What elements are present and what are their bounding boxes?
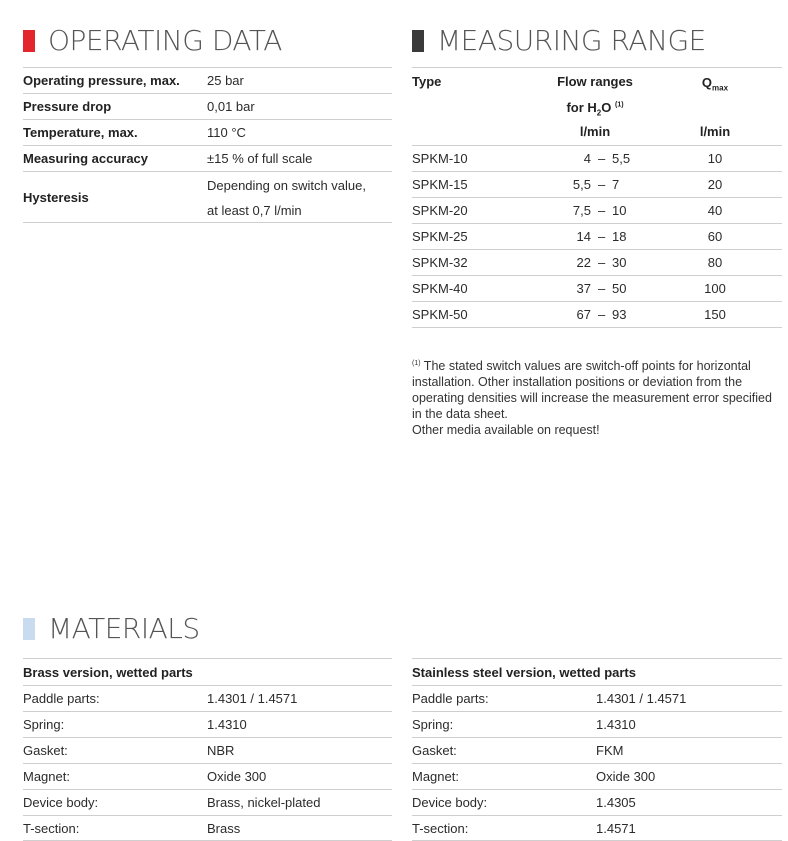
divider — [23, 685, 392, 686]
table-row-flow-dash: – — [598, 151, 606, 166]
table-row-qmax: 10 — [707, 151, 723, 166]
divider — [412, 711, 782, 712]
table-row-label: Paddle parts: — [23, 691, 100, 706]
table-row-flow-to: 18 — [612, 229, 627, 244]
pressure-drop-value: 0,01 bar — [207, 99, 255, 114]
dark-accent-bar — [412, 30, 424, 52]
operating-pressure-label: Operating pressure, max. — [23, 73, 180, 88]
divider — [412, 223, 782, 224]
table-row-flow-to: 10 — [612, 203, 627, 218]
divider — [412, 171, 782, 172]
table-row-flow-dash: – — [598, 307, 606, 322]
table-row-type: SPKM-10 — [412, 151, 468, 166]
table-row-flow-to: 50 — [612, 281, 627, 296]
table-row-label: Device body: — [412, 795, 488, 810]
hysteresis-label: Hysteresis — [23, 190, 89, 205]
table-row-value: Oxide 300 — [207, 769, 267, 784]
table-row-value: 1.4301 / 1.4571 — [207, 691, 298, 706]
materials-title: MATERIALS — [48, 612, 200, 645]
hysteresis-value-line1: Depending on switch value, — [207, 178, 366, 193]
table-row-flow-dash: – — [598, 203, 606, 218]
table-row-flow-to: 93 — [612, 307, 627, 322]
table-row-type: SPKM-15 — [412, 177, 468, 192]
materials-heading — [23, 612, 200, 646]
column-header-type: Type — [412, 74, 442, 89]
divider — [23, 815, 392, 816]
operating-data-heading — [23, 24, 282, 58]
divider — [23, 93, 392, 94]
divider — [412, 658, 782, 659]
divider — [23, 737, 392, 738]
divider — [412, 249, 782, 250]
table-row-value: 1.4310 — [207, 717, 247, 732]
table-row-flow-to: 5,5 — [612, 151, 631, 166]
table-row-value: FKM — [596, 743, 624, 758]
divider — [23, 763, 392, 764]
table-row-flow-to: 7 — [612, 177, 620, 192]
divider — [23, 119, 392, 120]
divider — [412, 67, 782, 68]
footnote-line: in the data sheet. — [412, 407, 508, 421]
table-row-value: 1.4301 / 1.4571 — [596, 691, 687, 706]
table-row-flow-from: 22 — [576, 255, 591, 270]
footnote-line: installation. Other installation positions or deviation from the — [412, 375, 743, 389]
divider — [412, 301, 782, 302]
table-row-qmax: 100 — [704, 281, 726, 296]
table-row-label: Spring: — [412, 717, 454, 732]
table-row-flow-dash: – — [598, 255, 606, 270]
table-row-label: T-section: — [412, 821, 469, 836]
column-unit-flow: l/min — [579, 124, 611, 139]
table-row-flow-dash: – — [598, 177, 606, 192]
table-row-label: Gasket: — [412, 743, 457, 758]
table-row-value: 1.4310 — [596, 717, 636, 732]
table-row-flow-from: 37 — [576, 281, 591, 296]
table-row-type: SPKM-40 — [412, 281, 468, 296]
table-row-label: Magnet: — [23, 769, 70, 784]
table-row-label: Paddle parts: — [412, 691, 489, 706]
table-row-flow-dash: – — [598, 229, 606, 244]
divider — [412, 763, 782, 764]
divider — [23, 789, 392, 790]
table-row-flow-from: 14 — [576, 229, 591, 244]
divider — [412, 145, 782, 146]
table-row-qmax: 150 — [704, 307, 726, 322]
divider — [412, 737, 782, 738]
table-row-value: 1.4571 — [596, 821, 636, 836]
table-row-value: 1.4305 — [596, 795, 636, 810]
footnote-line: Other media available on request! — [412, 423, 600, 437]
brass-table-header: Brass version, wetted parts — [23, 665, 193, 680]
divider — [23, 67, 392, 68]
table-row-qmax: 40 — [707, 203, 723, 218]
table-row-flow-from: 4 — [583, 151, 591, 166]
column-unit-qmax: l/min — [699, 124, 731, 139]
table-row-label: T-section: — [23, 821, 80, 836]
measuring-accuracy-label: Measuring accuracy — [23, 151, 149, 166]
table-row-type: SPKM-25 — [412, 229, 468, 244]
table-row-type: SPKM-50 — [412, 307, 468, 322]
divider — [23, 145, 392, 146]
table-row-value: NBR — [207, 743, 235, 758]
operating-data-title: OPERATING DATA — [48, 24, 282, 57]
table-row-label: Spring: — [23, 717, 65, 732]
table-row-flow-from: 67 — [576, 307, 591, 322]
divider — [412, 275, 782, 276]
measuring-range-heading — [412, 24, 706, 58]
operating-pressure-value: 25 bar — [207, 73, 244, 88]
light-blue-accent-bar — [23, 618, 35, 640]
table-row-flow-dash: – — [598, 281, 606, 296]
hysteresis-value-line2: at least 0,7 l/min — [207, 203, 302, 218]
footnote-line: $^{(1)}$ The stated switch values are switch-off points for horizontal — [412, 359, 751, 373]
divider — [23, 171, 392, 172]
table-row-label: Magnet: — [412, 769, 459, 784]
temperature-label: Temperature, max. — [23, 125, 138, 140]
divider — [412, 685, 782, 686]
table-row-flow-from: 7,5 — [572, 203, 591, 218]
table-row-qmax: 60 — [707, 229, 723, 244]
table-row-label: Gasket: — [23, 743, 68, 758]
table-row-value: Oxide 300 — [596, 769, 656, 784]
column-header-qmax: $Q_{max}$ — [701, 75, 729, 93]
footnote-line: operating densities will increase the measurement error specified — [412, 391, 772, 405]
pressure-drop-label: Pressure drop — [23, 99, 112, 114]
divider — [23, 658, 392, 659]
divider — [23, 711, 392, 712]
table-row-value: Brass — [207, 821, 241, 836]
temperature-value: 110 °C — [207, 125, 246, 140]
divider — [412, 197, 782, 198]
table-row-flow-from: 5,5 — [572, 177, 591, 192]
table-row-type: SPKM-32 — [412, 255, 468, 270]
column-header-flow-medium: for $H_2O$ $^{(1)}$ — [566, 100, 624, 118]
footnote — [412, 358, 784, 438]
measuring-range-title: MEASURING RANGE — [437, 24, 706, 57]
divider — [23, 222, 392, 223]
table-row-qmax: 80 — [707, 255, 723, 270]
red-accent-bar — [23, 30, 35, 52]
table-row-flow-to: 30 — [612, 255, 627, 270]
divider — [412, 815, 782, 816]
divider — [412, 789, 782, 790]
table-row-label: Device body: — [23, 795, 99, 810]
measuring-accuracy-value: ±15 % of full scale — [207, 151, 313, 166]
column-header-flow-ranges: Flow ranges — [557, 74, 633, 89]
table-row-value: Brass, nickel-plated — [207, 795, 321, 810]
table-row-type: SPKM-20 — [412, 203, 468, 218]
stainless-table-header: Stainless steel version, wetted parts — [412, 665, 636, 680]
divider — [412, 327, 782, 328]
table-row-qmax: 20 — [707, 177, 723, 192]
